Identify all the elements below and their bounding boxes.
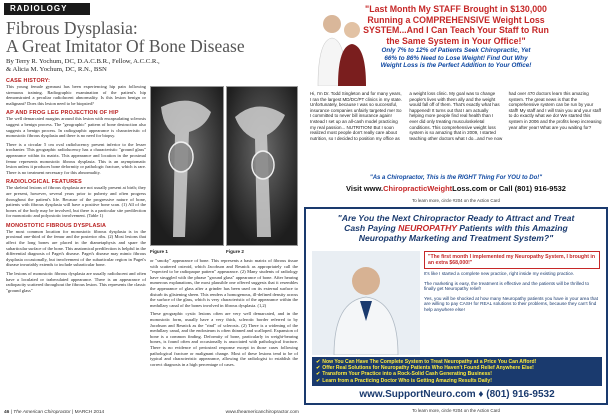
ad-bot-head-2 — [316, 223, 596, 233]
page-number: 46 — [4, 410, 10, 415]
ad-bot-headline — [316, 213, 596, 243]
xray-figure-1 — [150, 86, 224, 246]
check-icon: ✔ — [316, 371, 321, 378]
ad-neuropathy[interactable] — [304, 207, 608, 405]
xray-figure-2-image — [227, 87, 298, 246]
bullet-text: Offer Real Solutions for Neuropathy Patients Who Haven't Found Relief Anywhere Else! — [322, 365, 534, 372]
ad-bot-paragraph-3: Yes, you will be shocked at how many Neuropathy patients you have in your area that are willing to pay CASH for REAL solutions to their problems, because they can't find help anywhere else! — [424, 295, 598, 312]
case-history-text: This young female gymnast has been experiencing hip pain following strenuous training. Radiographic examination of the patient's hip demonstrated a peculiar radiolucent abnormality. Is this lesion benign or malignant? Does this lesion need to be biopsied? — [6, 84, 146, 106]
bullet-text: Now You Can Have The Complete System to Treat Neuropathy at a Price You Can Afford! — [322, 359, 537, 365]
col2-text-2: These geographic cystic lesions often are very well demarcated, and in the monostotic form, usually have a very thick, sclerotic border referred to by Jacobson and Resnick as the "rind" of sclerosis. (2) There is a widening of the medullary canal, and the endosteum is often thinned and scalloped. Expansion of bone is a common finding. Deformity of bone, particularly in weight-bearing bones, is found often and occasionally is associated with pathological fracture. There is no evidence of periosteal response except in those cases following pathological fracture or malignant change. Most of these lesions tend to be of typical and characteristic appearance, allowing the radiologist to establish the correct diagnosis in a high percentage of cases. — [150, 311, 298, 367]
figure-1-caption: Figure 1 — [150, 249, 168, 254]
footer-separator: | — [72, 410, 75, 415]
xray-figure-2 — [226, 86, 298, 246]
right-column — [150, 258, 298, 367]
bullet-text: Transform Your Practice into a Rock-Solid Cash Generating Business! — [322, 371, 492, 378]
article-title: Fibrous Dysplasia: — [6, 18, 138, 38]
page-footer — [4, 410, 604, 415]
ap-text-2: There is a circular 5 cm oval radiolucency present inferior to the lesser trochanter. This geographic radiolucency has a characteristic "ground glass" appearance within its matrix. This appearance and location in the proximal femur represents monostotic fibrous dysplasia. This is an asymptomatic lesion unless it produces bone deformity or pathologic fracture, which is rare. There is no treatment necessary for this abnormality. — [6, 141, 146, 175]
visit-red: ChiropracticWeight — [383, 184, 453, 193]
ad-bot-website-link[interactable]: www.SupportNeuro.com ♦ (801) 916-9532 — [359, 389, 555, 400]
bullet-item — [316, 378, 598, 384]
monostotic-text-2: The lesions of monostotic fibrous dysplasia are usually radiolucent and often have a loculated or trabeculated appearance. There is an appearance of radiopacity scattered throughout the fibrous lesion. This represents the classic "ground glass" — [6, 271, 146, 293]
issue-date: MARCH 2014 — [74, 410, 105, 415]
monostotic-text: The most common location for monostotic fibrous dysplasia is in the proximal one-third of the femur and the posterior ribs. (2) Most lesions that affect the long bones are placed in the diametaphysis and spare the subarticular surface of the bone. This anatomical predilection is helpful in the differential diagnosis of Paget's disease. Paget's disease may mimic fibrous dysplasia occasionally, but involvement of the subarticular region in Paget's disease invariably extends to include subarticular bone. — [6, 228, 146, 268]
ad-top-headline — [304, 4, 608, 46]
section-tag: RADIOLOGY — [4, 3, 90, 15]
ad-top-sub-3: Weight Loss is the Perfect Addition to Your Office! — [380, 62, 532, 70]
ad-top-headline-1: "Last Month My STAFF Brought in $130,000 — [365, 4, 547, 14]
ad-bot-photo-image — [312, 251, 420, 355]
ad-bot-paragraph-2: The marketing is easy, the treatment is effective and the patients will be thrilled to finally get Neuropathy relief! — [424, 280, 590, 292]
ad-top-sub-1: Only 7% to 12% of Patients Seek Chiropractic, Yet — [381, 47, 531, 54]
ad-top-headline-4: the Same System in Your Office!" — [386, 35, 526, 46]
ad-top-website-link[interactable] — [304, 184, 608, 193]
ad-top-action-card: To learn more, circle #204 on the Action Card — [412, 198, 500, 203]
xray-figure-1-image — [151, 87, 224, 246]
ad-top-body: Hi, I'm Dr. Todd Singleton and for many years, I ran the largest MD/DC/PT clinics in my state. Unfortunately, because I was so successful, insurance companies unfairly targeted me! So I committed to never bill insurance again! Instead I set up an all-cash model practicing my real passion... NUTRITION! But I soon realized most people don't really care about nutrition, so I decided to position my office as a weight loss clinic. My goal was to change people's lives with them ally and the weight would fall off of them. That's exactly what has happened! It turns out that I am actually helping more people find real health than I ever did only treating musculoskeletal conditions. This comprehensive weight loss system is so amazing that in 2009, I started teaching other doctors what I do...and I've now had over 470 doctors learn this amazing system. The great news is that the comprehensive system can be run by your staff! My staff and I will train you and your staff to do exactly what we do! We started this system in 2006 and the profits keep increasing year after year! What are you waiting for? — [310, 91, 602, 141]
ad-weight-loss[interactable] — [304, 0, 608, 206]
ad-bot-head-3: Neuropathy Marketing and Treatment System?" — [358, 233, 554, 243]
ad-bot-head-2a: Cash Paying — [344, 223, 399, 233]
figure-2-caption: Figure 2 — [226, 249, 244, 254]
ad-bot-doctor-photo — [312, 251, 420, 355]
bullet-text: Learn from a Practicing Doctor Who is Getting Amazing Results Daily! — [322, 377, 492, 384]
ad-bot-head-2c: Patients with this Amazing — [456, 223, 568, 233]
ad-bot-bullet-list — [312, 357, 602, 386]
ad-bot-action-card: To learn more, circle #204 on the Action Card — [412, 408, 500, 413]
ap-heading: AP AND FROG LEG PROJECTION OF HIP — [6, 110, 119, 117]
case-history-heading: CASE HISTORY: — [6, 78, 51, 84]
ad-top-tagline: "As a Chiropractor, This is the RIGHT Thing For YOU to Do!" — [369, 175, 543, 181]
radiological-text: The skeletal lesions of fibrous dysplasia are not usually present at birth; they are present, however, several years prior to puberty and often progress throughout the patient's life. Because of the progressive nature of bone, patients with fibrous dysplasia will have a positive bone scan. (1) All of the bones of the body may be involved, but there is a particular site predilection for monostotic and polyostotic involvement. (Table 1) — [6, 185, 146, 219]
monostotic-heading: MONOSTOTIC FIBROUS DYSPLASIA — [6, 222, 107, 229]
publication-url[interactable]: www.theamericanchiropractor.com — [225, 410, 299, 415]
radiological-heading: RADIOLOGICAL FEATURES — [6, 179, 82, 186]
ad-top-sub-2: 66% to 86% Need to Lose Weight! Find Out Why — [384, 54, 528, 62]
ad-bot-paragraph-1: It's like I started a complete new practice, right inside my existing practice. — [424, 271, 575, 276]
visit-suffix: Loss.com or Call (801) 916-9532 — [452, 184, 566, 193]
byline-line-2: & Alicia M. Yochum, DC, R.N., BSN — [6, 66, 107, 73]
col2-text-1: or "smoky" appearance of bone. This represents a basic matrix of fibrous tissue with scattered osteoid, which Jacobson and Resnick as appropriately call the "expected to be radiopaque pattern" appearance. (2) Many students of radiology have struggled with the phrase "ground glass" appearance of bone. After hearing numerous explanations, the most plausible one offered suggests that it resembles the appearance of glass after a grinder has been used on its external surface to disturb its glistening sheen. This renders a homogenous, ill-defined density across the surface of the glass, which is very characteristic of the appearance within the medullary canal of the bones involved in fibrous dysplasia. (1,2) — [150, 258, 298, 308]
check-icon: ✔ — [316, 365, 321, 372]
ad-top-subheadline — [304, 47, 608, 70]
left-column — [6, 78, 146, 293]
ad-top-headline-3: SYSTEM...And I Can Teach Your Staff to Run — [363, 25, 549, 36]
ad-top-headline-2: Running a COMPREHENSIVE Weight Loss — [367, 14, 545, 25]
footer-separator: | — [10, 410, 14, 415]
ad-bot-head-1: "Are You the Next Chiropractor Ready to Attract and Treat — [337, 213, 575, 223]
ad-bot-testimonial: "The first month I implemented my Neuropathy System, I brought in an extra $68,000!" — [424, 251, 600, 269]
visit-prefix: Visit www. — [346, 184, 384, 193]
publication-name: The American Chiropractor — [13, 410, 71, 415]
article — [0, 0, 300, 420]
ad-bot-body — [424, 271, 600, 317]
article-subtitle: A Great Imitator Of Bone Disease — [6, 36, 245, 56]
check-icon: ✔ — [316, 359, 321, 365]
check-icon: ✔ — [316, 377, 321, 384]
ap-text: The well demarcated margins around this lesion with encapsulating sclerosis suggest a benign process. The "geographic" pattern of bone destruction also suggests a benign process. In radiographic appearance is characteristic of monostotic fibrous dysplasia and there is no need for biopsy. — [6, 116, 146, 139]
byline — [6, 58, 226, 74]
byline-line-1: By Terry R. Yochum, DC, D.A.C.B.R., Fellow, A.C.C.R., — [6, 58, 160, 65]
ad-bot-head-2b: NEUROPATHY — [398, 223, 457, 233]
